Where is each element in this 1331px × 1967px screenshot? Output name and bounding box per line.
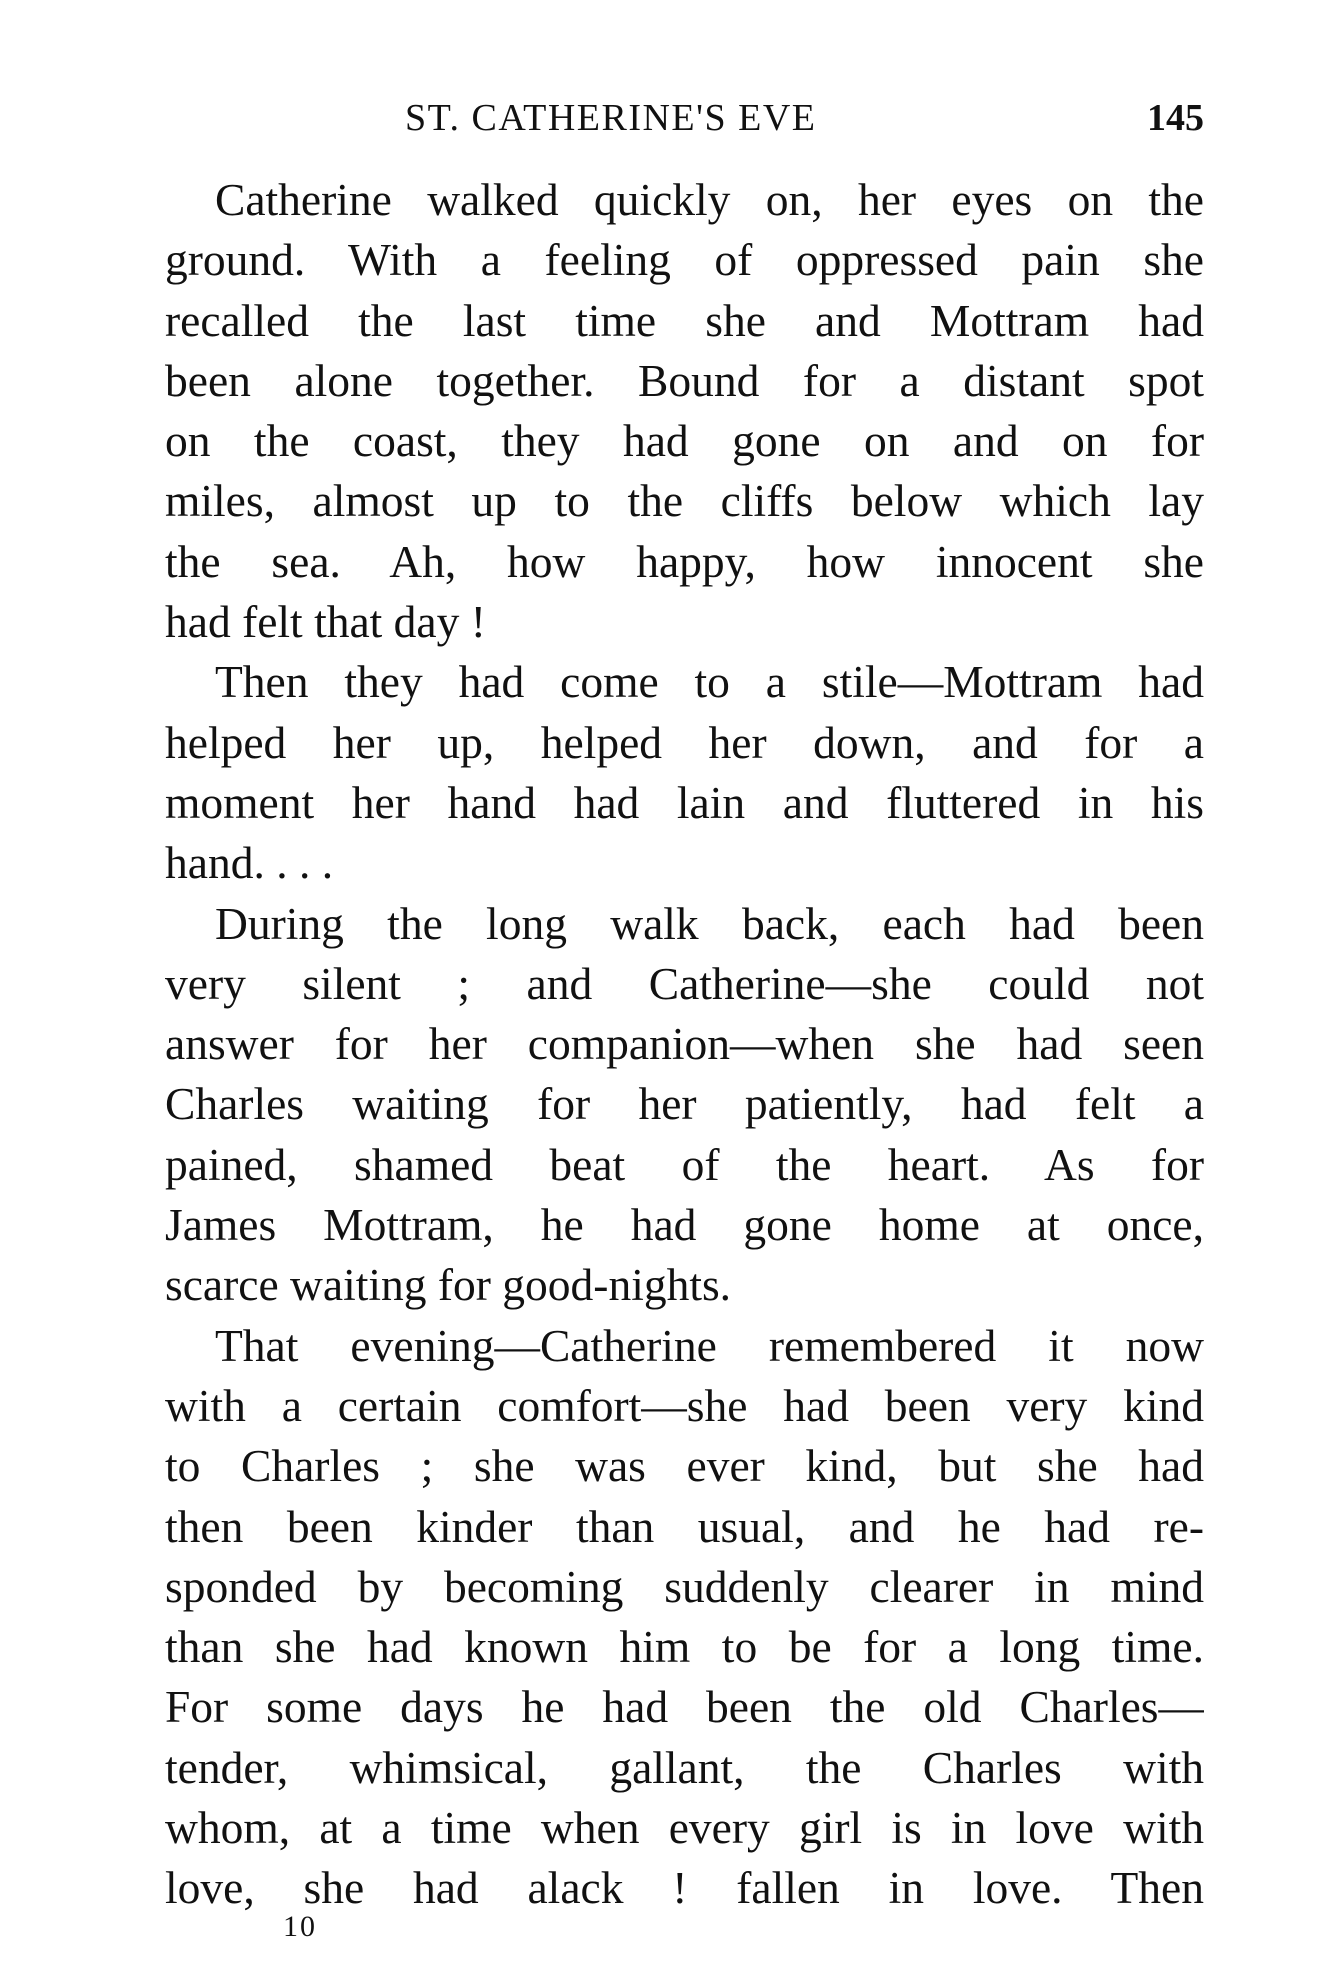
text-line: Catherine walked quickly on, her eyes on the [215,174,1204,225]
text-line: on the coast, they had gone on and on for [165,415,1204,467]
paragraph-1 [165,170,1204,652]
text-line: had felt that day ! [165,596,486,648]
text-line: very silent ; and Catherine—she could not [165,957,1204,1009]
text-line: been alone together. Bound for a distant spot [165,354,1204,406]
paragraph-4 [165,1316,1204,1919]
page-number: 145 [1147,97,1204,139]
text-line: ground. With a feeling of oppressed pain she [165,234,1204,286]
text-line: James Mottram, he had gone home at once, [165,1199,1204,1251]
text-line: That evening—Catherine remembered it now [215,1319,1204,1371]
text-line: sponded by becoming suddenly clearer in mind [165,1560,1204,1612]
text-line: Then they had come to a stile—Mottram had [215,656,1204,708]
text-line: pained, shamed beat of the heart. As for [165,1138,1204,1190]
text-line: love, she had alack ! fallen in love. Then [165,1862,1204,1914]
text-line: to Charles ; she was ever kind, but she had [165,1440,1204,1492]
text-line: tender, whimsical, gallant, the Charles with [165,1741,1204,1793]
running-title: ST. CATHERINE'S EVE [405,97,817,139]
text-line: During the long walk back, each had been [215,897,1204,949]
text-line: hand. . . . [165,837,334,889]
paragraph-3 [165,894,1204,1316]
signature-mark: 10 [283,1910,317,1943]
body-text [165,170,1204,1919]
text-line: then been kinder than usual, and he had re- [165,1500,1204,1552]
text-line: recalled the last time she and Mottram had [165,294,1204,346]
text-line: helped her up, helped her down, and for a [165,716,1204,768]
text-line: with a certain comfort—she had been very kind [165,1379,1204,1431]
text-line: For some days he had been the old Charles— [165,1681,1204,1733]
text-line: whom, at a time when every girl is in love with [165,1802,1204,1854]
text-line: moment her hand had lain and fluttered in his [165,776,1204,828]
paragraph-2 [165,652,1204,893]
text-line: than she had known him to be for a long time. [165,1621,1204,1673]
text-line: answer for her companion—when she had seen [165,1018,1204,1070]
text-line: Charles waiting for her patiently, had felt a [165,1078,1204,1130]
running-head [165,96,1204,146]
text-line: miles, almost up to the cliffs below which lay [165,475,1204,527]
text-line: the sea. Ah, how happy, how innocent she [165,535,1204,587]
text-line: scarce waiting for good-nights. [165,1259,732,1311]
